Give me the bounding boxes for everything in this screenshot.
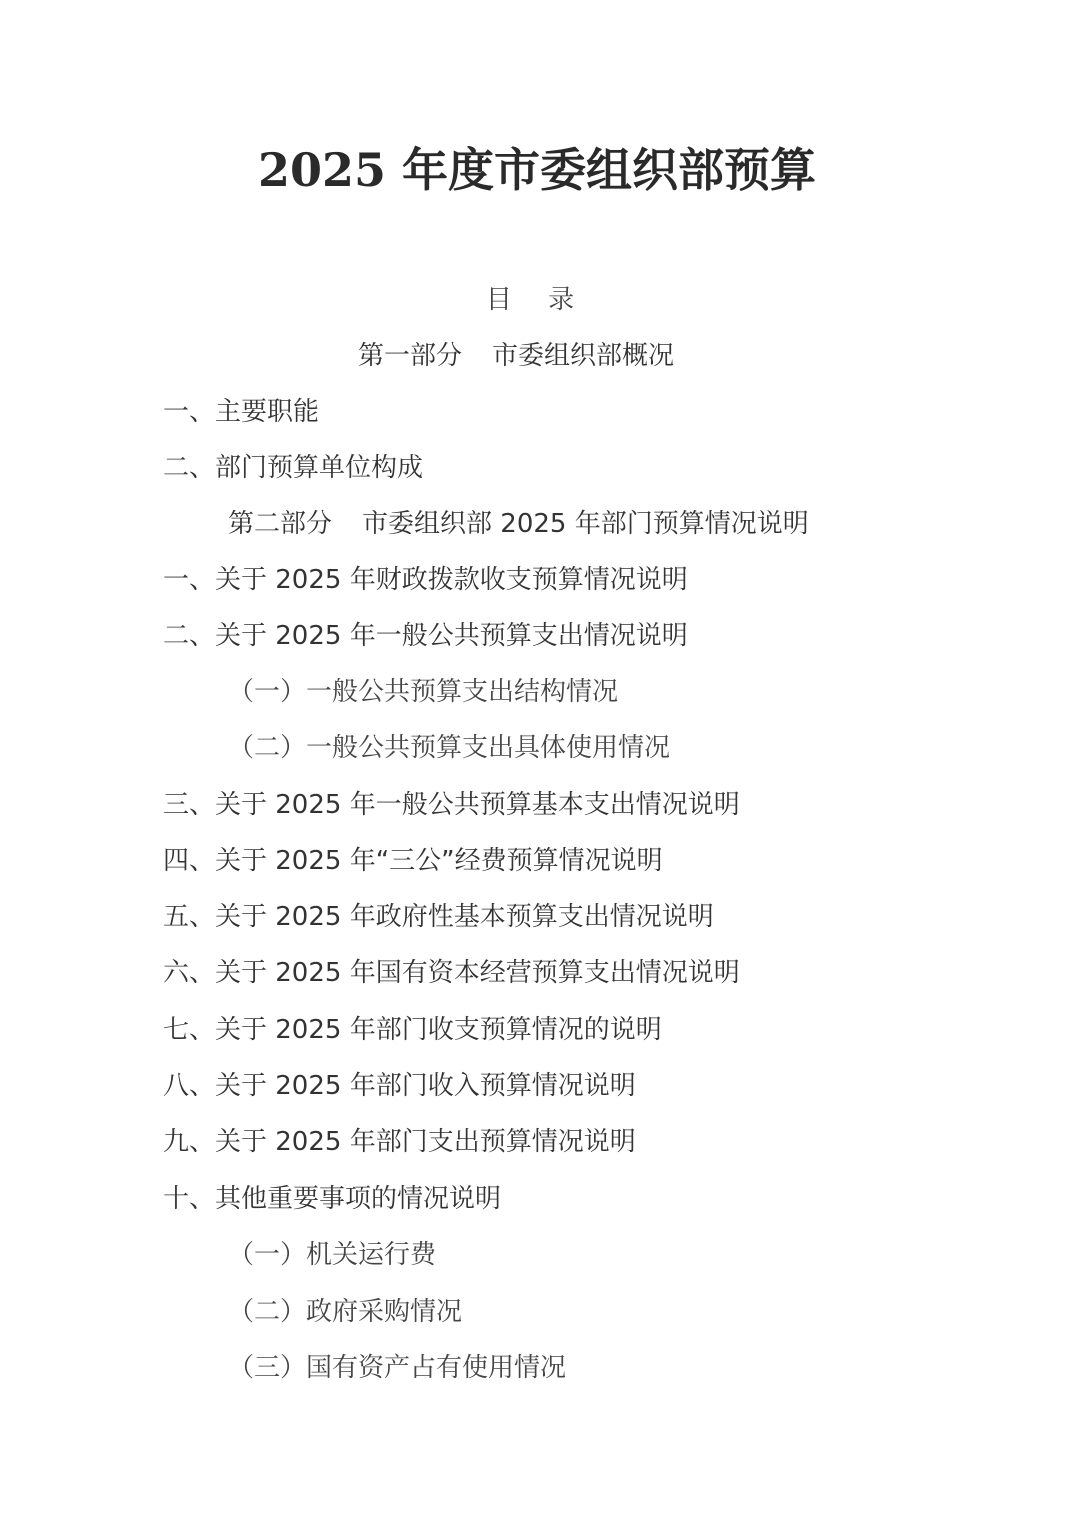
part-two-label: 第二部分: [228, 509, 333, 539]
part-one-label: 第一部分: [358, 341, 463, 371]
toc-part-two-heading[interactable]: [228, 506, 809, 542]
toc-item[interactable]: 九、关于 2025 年部门支出预算情况说明: [163, 1127, 636, 1157]
toc-subitem[interactable]: （二）政府采购情况: [228, 1297, 463, 1327]
toc-item[interactable]: 一、关于 2025 年财政拨款收支预算情况说明: [163, 565, 688, 595]
toc-item[interactable]: 七、关于 2025 年部门收支预算情况的说明: [163, 1015, 662, 1045]
toc-item[interactable]: 六、关于 2025 年国有资本经营预算支出情况说明: [163, 958, 740, 988]
toc-item[interactable]: 二、关于 2025 年一般公共预算支出情况说明: [163, 621, 688, 651]
toc-heading: 目 录: [485, 285, 589, 315]
toc-subitem[interactable]: （三）国有资产占有使用情况: [228, 1353, 567, 1383]
toc-item[interactable]: 五、关于 2025 年政府性基本预算支出情况说明: [163, 902, 714, 932]
part-one-title: 市委组织部概况: [492, 341, 675, 371]
toc-part-one-heading[interactable]: [358, 338, 674, 374]
toc-subitem[interactable]: （一）一般公共预算支出结构情况: [228, 677, 619, 707]
toc-subitem[interactable]: （二）一般公共预算支出具体使用情况: [228, 733, 671, 763]
part-two-title: 市委组织部 2025 年部门预算情况说明: [362, 509, 809, 539]
toc-item[interactable]: 一、主要职能: [163, 397, 320, 427]
toc-item[interactable]: 二、部门预算单位构成: [163, 453, 424, 483]
toc-item[interactable]: 十、其他重要事项的情况说明: [163, 1184, 502, 1214]
toc-item[interactable]: 八、关于 2025 年部门收入预算情况说明: [163, 1071, 636, 1101]
toc-item[interactable]: 三、关于 2025 年一般公共预算基本支出情况说明: [163, 790, 740, 820]
toc-item[interactable]: 四、关于 2025 年“三公”经费预算情况说明: [163, 846, 663, 876]
document-title: 2025 年度市委组织部预算: [257, 143, 817, 197]
toc-subitem[interactable]: （一）机关运行费: [228, 1240, 437, 1270]
